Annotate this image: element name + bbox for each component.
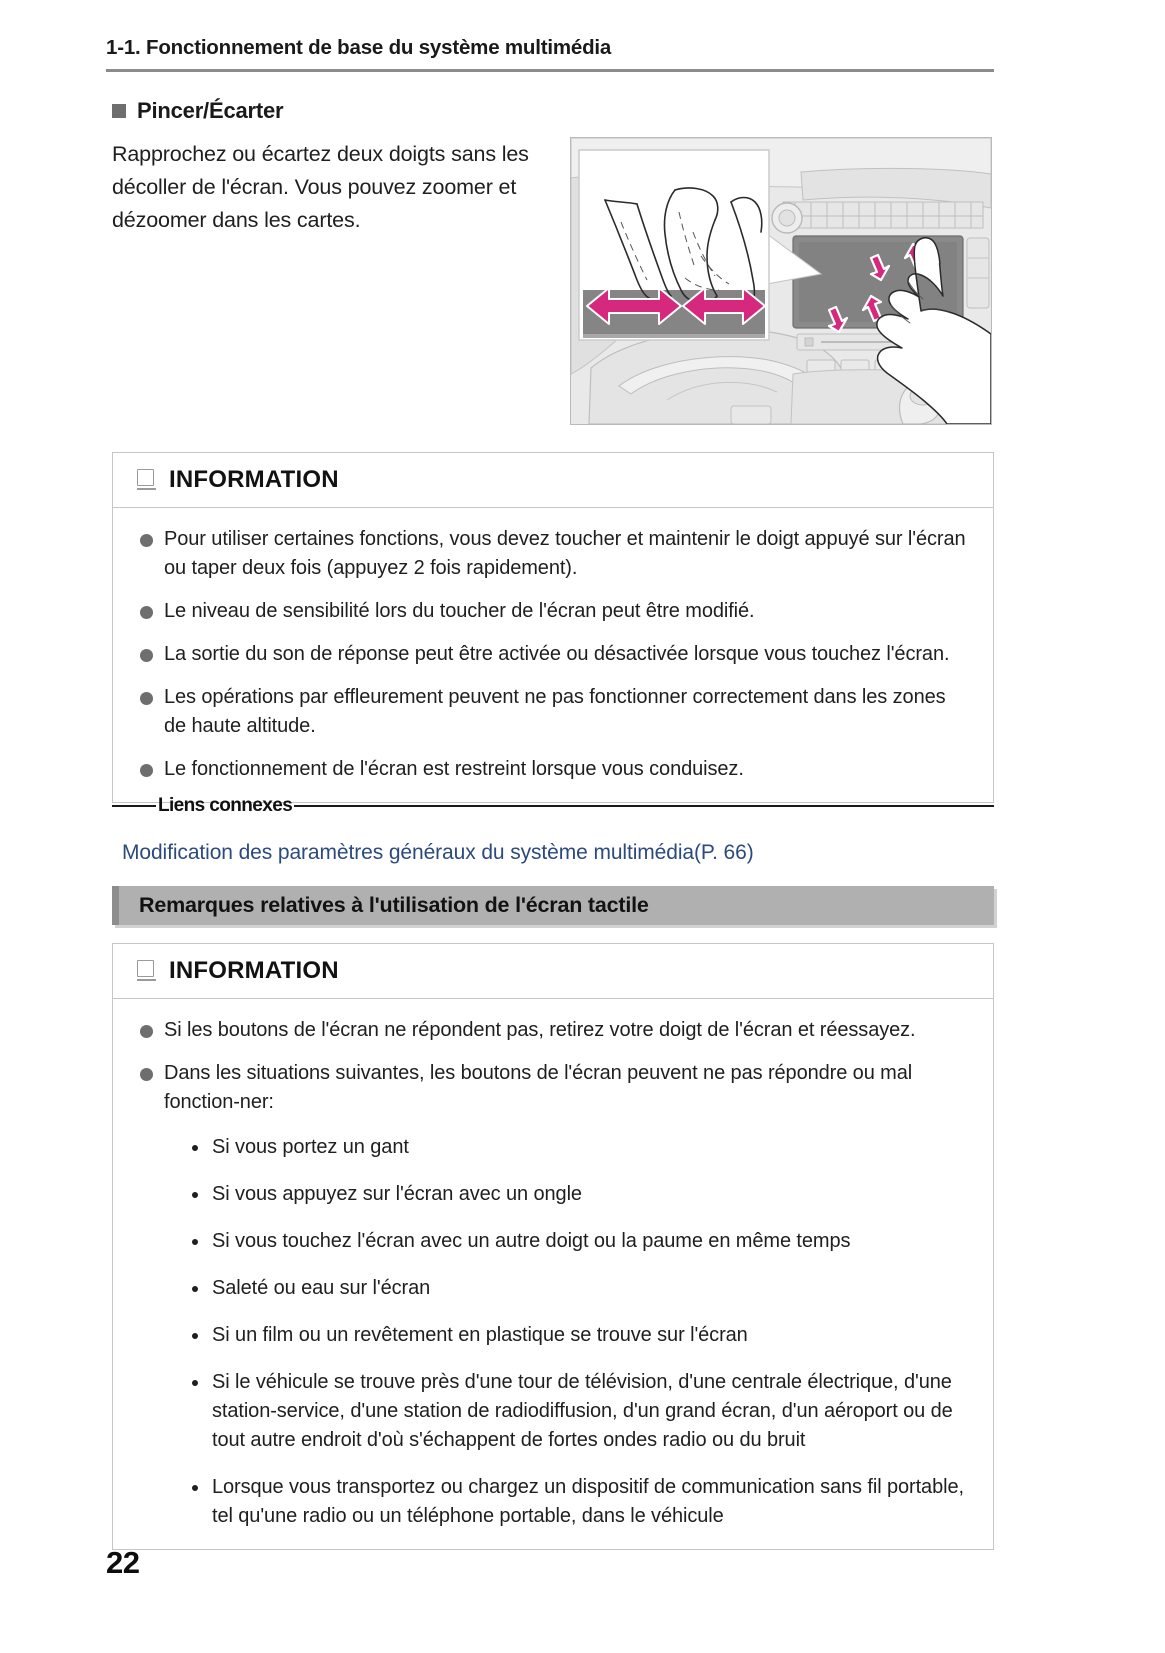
information-box-1-body [113,508,993,802]
sub-list-item: Si vous touchez l'écran avec un autre doigt ou la paume en même temps [186,1227,967,1256]
list-item: La sortie du son de réponse peut être activée ou désactivée lorsque vous touchez l'écran. [137,640,967,669]
related-links-divider [112,795,994,817]
section-title-bar [112,886,994,925]
page-number: 22 [106,1545,140,1580]
information-box-2-list [137,1016,967,1531]
related-link[interactable]: Modification des paramètres généraux du système multimédia(P. 66) [122,841,754,864]
subsection-body-text: Rapprochez ou écartez deux doigts sans les décoller de l'écran. Vous pouvez zoomer et dézoomer dans les cartes. [112,142,529,232]
information-box-1-header [113,453,993,508]
pinch-spread-illustration [570,137,992,425]
list-item: Le niveau de sensibilité lors du toucher de l'écran peut être modifié. [137,597,967,626]
subsection-heading [112,98,283,124]
information-box-1-title: INFORMATION [169,466,339,493]
running-header [106,36,994,72]
running-header-title: 1-1. Fonctionnement de base du système multimédia [106,36,612,59]
section-bar-accent [112,886,119,925]
sub-list-item: Saleté ou eau sur l'écran [186,1274,967,1303]
book-icon [137,960,156,982]
information-box-2-header [113,944,993,999]
information-box-2 [112,943,994,1550]
related-links-label: Liens connexes [158,795,293,816]
sub-list-item: Si le véhicule se trouve près d'une tour de télévision, d'une centrale électrique, d'une station-service, d'une station de radiodiffusion, d'un grand écran, d'un aéroport ou de tout autre endroit d'où s'échappent de fortes ondes radio ou du bruit [186,1368,967,1455]
list-item: Si les boutons de l'écran ne répondent pas, retirez votre doigt de l'écran et réessayez. [137,1016,967,1045]
sub-list-item: Lorsque vous transportez ou chargez un dispositif de communication sans fil portable, tel qu'une radio ou un téléphone portable, dans le véhicule [186,1473,967,1531]
square-bullet-icon [112,104,126,118]
information-box-2-title: INFORMATION [169,957,339,984]
list-item: Les opérations par effleurement peuvent ne pas fonctionner correctement dans les zones de haute altitude. [137,683,967,741]
section-title: Remarques relatives à l'utilisation de l'écran tactile [139,893,649,917]
sub-list-item: Si vous appuyez sur l'écran avec un ongle [186,1180,967,1209]
information-box-1 [112,452,994,803]
information-box-2-body [113,999,993,1549]
divider-line-left [112,805,156,808]
list-item [137,1059,967,1531]
header-divider [106,69,994,72]
sub-list-item: Si un film ou un revêtement en plastique se trouve sur l'écran [186,1321,967,1350]
list-item-text: Dans les situations suivantes, les boutons de l'écran peuvent ne pas répondre ou mal fonction-ner: [164,1062,913,1113]
subsection-title: Pincer/Écarter [137,98,284,123]
divider-line-right [294,805,994,808]
information-box-1-list [137,525,967,784]
sub-list-item: Si vous portez un gant [186,1133,967,1162]
list-item: Pour utiliser certaines fonctions, vous devez toucher et maintenir le doigt appuyé sur l'écran ou taper deux fois (appuyez 2 fois rapidement). [137,525,967,583]
book-icon [137,469,156,491]
information-box-2-sublist [186,1133,967,1531]
list-item: Le fonctionnement de l'écran est restreint lorsque vous conduisez. [137,755,967,784]
